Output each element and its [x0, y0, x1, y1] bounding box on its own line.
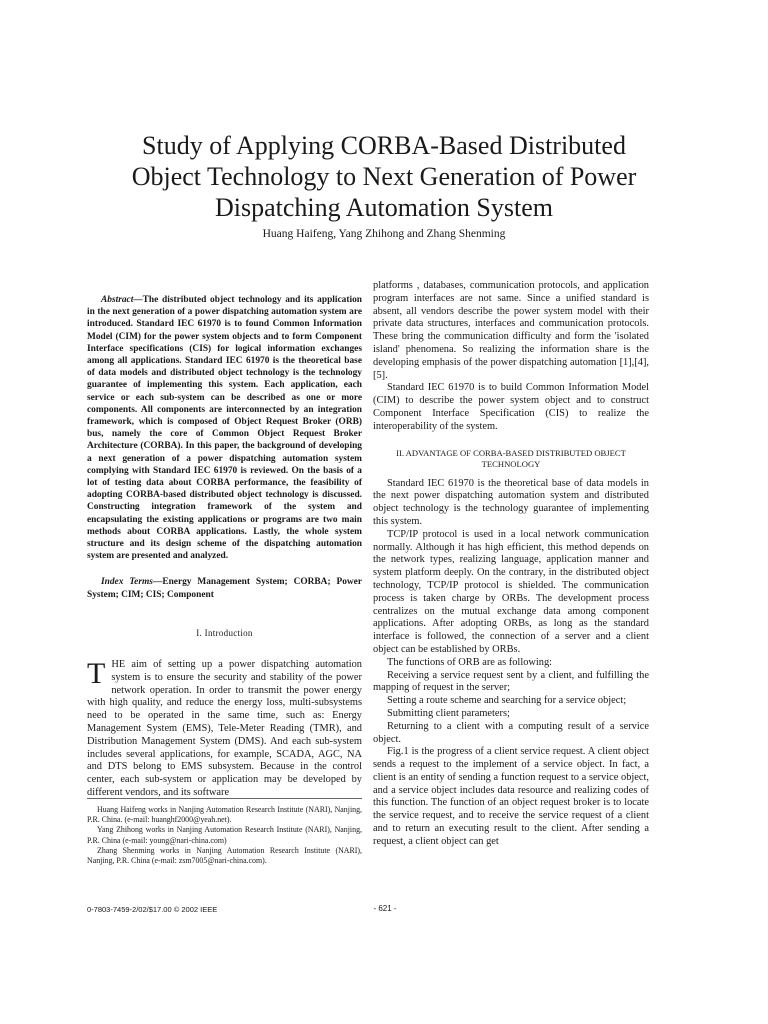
abstract	[87, 294, 362, 562]
footnotes	[87, 798, 362, 866]
page-number: - 621 -	[373, 904, 397, 913]
section-2-heading: II. ADVANTAGE OF CORBA-BASED DISTRIBUTED OBJECT TECHNOLOGY	[396, 447, 626, 469]
right-paragraph-3: Standard IEC 61970 is the theoretical base of data models in the next power dispatching automation system and distributed object technology is the technology guarantee of implementing this system.	[373, 477, 649, 527]
footnote-2: Yang Zhihong works in Nanjing Automation Research Institute (NARI), Nanjing, P.R. China (e-mail: young@nari-china.com)	[87, 825, 362, 845]
title-line-3: Dispatching Automation System	[215, 193, 553, 222]
right-column	[373, 280, 649, 849]
paper-title	[60, 130, 708, 223]
index-terms-text: —Energy Management System; CORBA; Power System; CIM; CIS; Component	[87, 577, 362, 600]
right-paragraph-2: Standard IEC 61970 is to build Common Information Model (CIM) to describe the power system object and to construct Component Interface Specification (CIS) to realize the interoperability of the system.	[373, 382, 649, 432]
footnote-1: Huang Haifeng works in Nanjing Automation Research Institute (NARI), Nanjing, P.R. China. (e-mail: huanghf2000@yeah.net).	[87, 805, 362, 825]
introduction-text: HE aim of setting up a power dispatching automation system is to ensure the security and stability of the power network operation. In order to transmit the power energy with high quality, and reduce the energy loss, multi-subsystems need to be operated in the same time, such as: Energy Management System (EMS), Tele-Meter Reading (TMR), and Distribution Management System (DMS). And each sub-system includes several applications, for example, SCADA, AGC, NA and DTS belong to EMS subsystem. Because in the control center, each sub-system or application may be developed by different vendors, and its software	[87, 659, 362, 799]
left-column	[87, 294, 362, 800]
index-terms	[87, 576, 362, 600]
introduction-paragraph	[87, 659, 362, 800]
right-paragraph-8: Submitting client parameters;	[387, 707, 510, 719]
abstract-text: —The distributed object technology and its application in the next generation of a power dispatching automation system are introduced. Standard IEC 61970 is to found Common Information Model (CIM) for the power system objects and to form Component Interface specifications (CIS) for logical information exchanges among all applications. Standard IEC 61970 is the theoretical base of data models and distributed object technology is the technology guarantee of implementing this system. Each application, each service or each sub-system can be described as one or more components. All components are interconnected by an integration framework, which is composed of Object Request Broker (ORB) bus, namely the core of Common Object Request Broker Architecture (CORBA). In this paper, the background of developing a next generation of a power dispatching automation system complying with Standard IEC 61970 is reviewed. On the basis of a lot of testing data about CORBA performance, the feasibility of adopting CORBA-based distributed object technology is discussed. Constructing integration framework of the system and encapsulating the existing applications or programs are two main methods about CORBA applications. Lastly, the whole system structure and its design scheme of the dispatching automation system are presented and analyzed.	[87, 295, 362, 562]
right-paragraph-10: Fig.1 is the progress of a client service request. A client object sends a request to the implement of a service object. In fact, a client is an entity of sending a function request to a service object, and a service object includes data resource and realizing codes of this function. The function of an object request broker is to locate the service request, and to receive the service request of a client and to return an executing result to the client. After sending a request, a client object can get	[373, 746, 649, 847]
right-paragraph-9: Returning to a client with a computing result of a service object.	[373, 720, 649, 745]
right-paragraph-5: The functions of ORB are as following:	[387, 656, 553, 668]
right-paragraph-4: TCP/IP protocol is used in a local network communication normally. Although it has high efficient, this method depends on the network types, realizing language, application manner and system platform deeply. On the contrary, in the distributed object technology, TCP/IP protocol is shielded. The communication process is taken charge by ORBs. The development process centralizes on the mutual exchange data among component applications. After adopting ORBs, as long as the standard interface is followed, the connection of a server and a client object can be established by ORBs.	[373, 528, 649, 655]
right-paragraph-1: platforms , databases, communication protocols, and application program interfaces are not same. Since a unified standard is absent, all vendors describe the power system model with their private data structures, interfaces and communication protocols. These bring the communication difficulty and form the 'isolated island' phenomena. So realizing the information share is the developing emphasis of the power dispatching automation [1],[4],[5].	[373, 280, 649, 381]
right-paragraph-6: Receiving a service request sent by a client, and fulfilling the mapping of request in the server;	[373, 669, 649, 694]
right-paragraph-7: Setting a route scheme and searching for a service object;	[387, 695, 627, 707]
author-line: Huang Haifeng, Yang Zhihong and Zhang Shenming	[262, 228, 506, 240]
title-line-2: Object Technology to Next Generation of Power	[131, 162, 637, 191]
title-line-1: Study of Applying CORBA-Based Distributed	[142, 131, 626, 160]
drop-cap: T	[87, 657, 106, 691]
abstract-label: Abstract	[101, 295, 134, 305]
section-1-heading: I. Introduction	[196, 627, 253, 638]
footer-isbn: 0-7803-7459-2/02/$17.00 © 2002 IEEE	[87, 905, 218, 914]
index-terms-label: Index Terms	[101, 577, 153, 588]
footnote-3: Zhang Shenming works in Nanjing Automation Research Institute (NARI), Nanjing, P.R. China (e-mail: zsm7005@nari-china.com).	[87, 845, 362, 866]
